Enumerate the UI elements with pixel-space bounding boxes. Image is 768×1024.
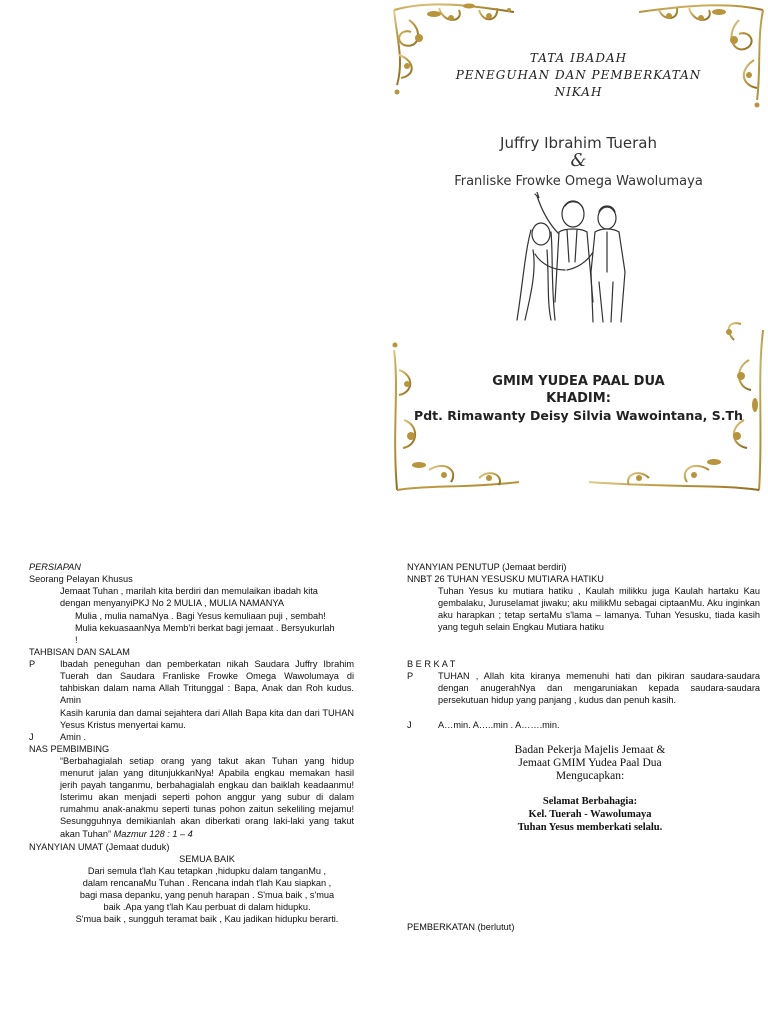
p-label-berkat: P [407,671,414,681]
persiapan-line-2: dengan menyanyiPKJ No 2 MULIA , MULIA NAMANYA [60,598,284,608]
mulia-line-2: Mulia kekuasaanNya Memb'ri berkat bagi jemaat . Bersyukurlah [75,623,335,633]
p-label-tahbisan: P [29,659,36,669]
section-nyanyian-penutup: NYANYIAN PENUTUP (Jemaat berdiri) [407,562,567,572]
section-pemberkatan: PEMBERKATAN (berlutut) [407,922,515,932]
song-line-3: bagi masa depanku, yang penuh harapan . S'mua baik , s'mua [79,890,335,900]
khadim-label: KHADIM: [546,391,611,406]
j-label-tahbisan: J [29,732,34,742]
wedding-couple-sketch-icon [507,192,647,327]
selamat-line-1: Selamat Berbahagia: [542,796,638,807]
section-berkat: B E R K A T [407,659,456,669]
groom-name: Juffry Ibrahim Tuerah [500,134,657,152]
pastor-name: Pdt. Rimawanty Deisy Silvia Wawointana, S.Th [414,408,743,423]
nas-reference: Mazmur 128 : 1 – 4 [113,828,193,839]
kasih-text: Kasih karunia dan damai sejahtera dari Allah Bapa kita dan dari TUHAN Yesus Kristus menyertai kamu. [60,708,354,731]
nnbt-title: NNBT 26 TUHAN YESUSKU MUTIARA HATIKU [407,574,604,584]
nnbt-text: Tuhan Yesus ku mutiara hatiku , Kaulah milikku juga Kaulah hartaku Kau gembalaku, Juruselamat jiwaku; aku milikMu sebagai ciptaanMu. Aku inginkan aku harapkan ; tetap sertaMu s'lama – lamanya. Tuhan Yesusku, tiada kasih yang teguh selain Engkau Mutiara hatiku [438,586,760,633]
amin-berkat: A…min. A…..min . A…….min. [438,720,560,730]
section-tahbisan: TAHBISAN DAN SALAM [29,647,130,657]
persiapan-line-1: Jemaat Tuhan , marilah kita berdiri dan memulaikan ibadah kita [60,586,318,596]
section-persiapan: PERSIAPAN [29,562,81,572]
section-nas: NAS PEMBIMBING [29,744,110,754]
mulia-line-3: ! [75,635,78,645]
song-line-1: Dari semula t'lah Kau tetapkan ,hidupku dalam tanganMu , [87,866,327,876]
bpmj-line-1: Badan Pekerja Majelis Jemaat & [514,744,666,756]
nas-quote: “Berbahagialah setiap orang yang takut akan Tuhan yang hidup menurut jalan yang ditunjukkanNya! Apabila engkau memakan hasil jerih payah tanganmu, berbahagialah engkau dan baiklah keadaanmu! Isterimu akan menjadi seperti pohon anggur yang subur di dalam rumahmu anak-anakmu seperti tunas pohon zaitun sekeliling mejamu! Sesungguhnya demikianlah akan diberkati orang laki-laki yang takut akan Tuhan” [60,756,354,839]
cover-title-line1: TATA IBADAH [529,51,628,65]
song-line-5: S'mua baik , sungguh teramat baik , Kau jadikan hidupku berarti. [75,914,339,924]
song-line-2: dalam rencanaMu Tuhan . Rencana indah t'lah Kau siapkan , [82,878,332,888]
bride-name: Franliske Frowke Omega Wawolumaya [454,174,703,189]
nas-text [60,755,354,840]
cover-title-line2: PENEGUHAN DAN PEMBERKATAN [455,68,702,82]
church-name: GMIM YUDEA PAAL DUA [492,374,665,389]
mulia-line-1: Mulia , mulia namaNya . Bagi Yesus kemuliaan puji , sembah! [75,611,326,621]
cover-panel [389,0,768,496]
j-label-berkat: J [407,720,412,730]
bpmj-line-2: Jemaat GMIM Yudea Paal Dua [518,757,662,769]
selamat-line-3: Tuhan Yesus memberkati selalu. [517,822,663,833]
song-title: SEMUA BAIK [179,854,235,864]
cover-title-line3: NIKAH [554,85,603,99]
section-nyanyian-umat: NYANYIAN UMAT (Jemaat duduk) [29,842,170,852]
selamat-line-2: Kel. Tuerah - Wawolumaya [528,809,652,820]
bpmj-line-3: Mengucapkan: [555,770,625,782]
tahbisan-text: Ibadah peneguhan dan pemberkatan nikah Saudara Juffry Ibrahim Tuerah dan Saudara Franliske Frowke Omega Wawolumaya di tahbiskan dalam nama Allah Tritunggal : Bapa, Anak dan Roh kudus. Amin [60,659,354,706]
song-line-4: baik .Apa yang t'lah Kau perbuat di dalam hidupku. [103,902,311,912]
pelayan-label: Seorang Pelayan Khusus [29,574,133,584]
ampersand: & [570,150,587,171]
amin-text: Amin . [60,732,87,742]
berkat-text: TUHAN , Allah kita kiranya memenuhi hati dan pikiran saudara-saudara dengan anugerahNya dan mengaruniakan kepada saudara-saudara persekutuan hidup yang panjang , kudus dan penuh kasih. [438,671,760,706]
